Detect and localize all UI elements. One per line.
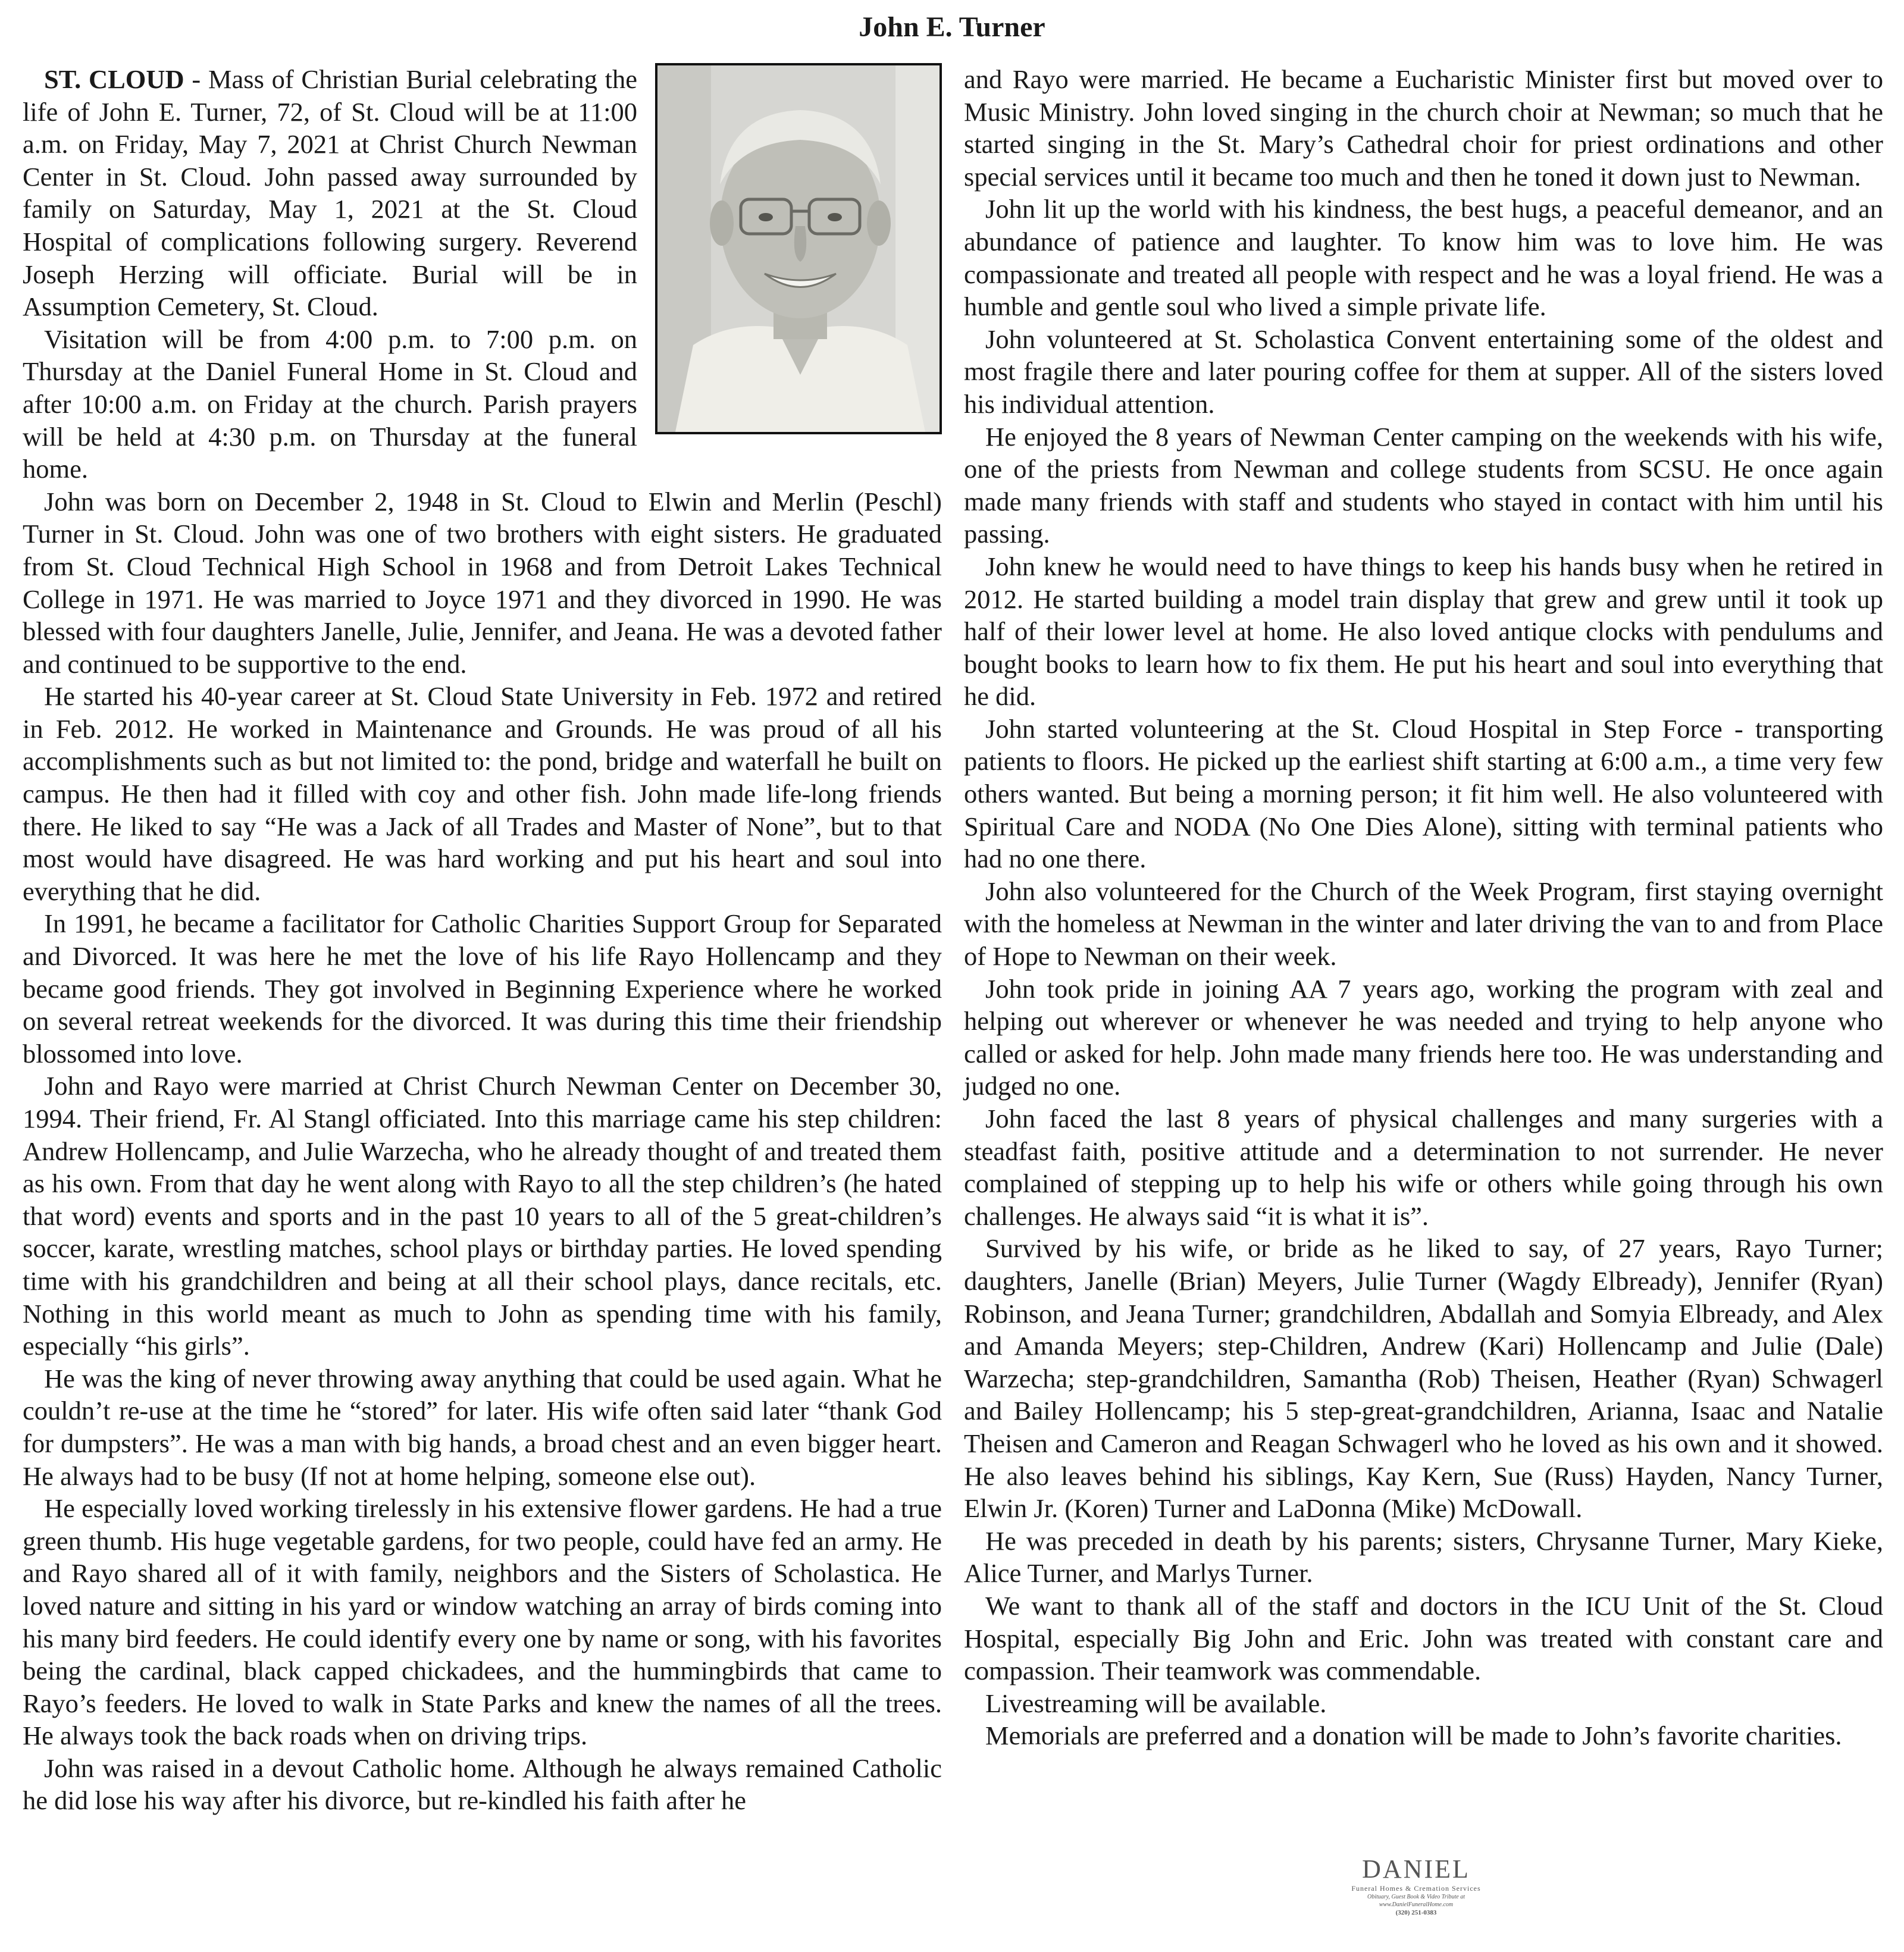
- dateline: ST. CLOUD: [44, 64, 184, 94]
- logo-name: DANIEL: [1362, 1854, 1470, 1884]
- logo-tagline: Obituary, Guest Book & Video Tribute at: [1367, 1894, 1465, 1900]
- paragraph: He especially loved working tirelessly in his extensive flower gardens. He had a true green thumb. His huge vegetable gardens, for two people, could have fed an army. He and Rayo shared all of it with family, neighbors and the Sisters of Scholastica. He loved nature and sitting in his yard or window watching an array of birds coming into his many bird feeders. He could identify every one by name or song, with his favorites being the cardinal, black capped chickadees, and the hummingbirds that came to Rayo’s feeders. He loved to walk in State Parks and knew the names of all the trees. He always took the back roads when on driving trips.: [23, 1493, 942, 1751]
- paragraph-text: - Mass of Christian Burial celebrating the life of John E. Turner, 72, of St. Cloud will be at 11:00 a.m. on Friday, May 7, 2021 at Christ Church Newman Center in St. Cloud. John passed away surrounded by family on Saturday, May 1, 2021 at the St. Cloud Hospital of complications following surgery. Reverend Joseph Herzing will officiate. Burial will be in Assumption Cemetery, St. Cloud.: [23, 64, 637, 322]
- paragraph: He started his 40-year career at St. Cloud State University in Feb. 1972 and retired in Feb. 2012. He worked in Maintenance and Grounds. He was proud of all his accomplishments such as but not limited to: the pond, bridge and waterfall he built on campus. He then had it filled with coy and other fish. John made life-long friends there. He liked to say “He was a Jack of all Trades and Master of None”, but to that most would have disagreed. He was hard working and put his heart and soul into everything that he did.: [23, 681, 942, 906]
- paragraph: Survived by his wife, or bride as he liked to say, of 27 years, Rayo Turner; daughters, Janelle (Brian) Meyers, Julie Turner (Wagdy Elbready), Jennifer (Ryan) Robinson, and Jeana Turner; grandchildren, Abdallah and Somyia Elbready, and Alex and Amanda Meyers; step-Children, Andrew (Kari) Hollencamp and Julie (Dale) Warzecha; step-grandchildren, Samantha (Rob) Theisen, Heather (Ryan) Schwagerl and Bailey Hollencamp; his 5 step-great-grandchildren, Arianna, Isaac and Natalie Theisen and Cameron and Reagan Schwagerl who he loved as his own and it showed. He also leaves behind his siblings, Kay Kern, Sue (Russ) Hayden, Nancy Turner, Elwin Jr. (Koren) Turner and LaDonna (Mike) McDowall.: [964, 1233, 1883, 1524]
- right-column: [964, 63, 1883, 1752]
- obituary-title: John E. Turner: [859, 11, 1045, 43]
- paragraph: John was born on December 2, 1948 in St. Cloud to Elwin and Merlin (Peschl) Turner in St. Cloud. John was one of two brothers with eight sisters. He graduated from St. Cloud Technical High School in 1968 and from Detroit Lakes Technical College in 1971. He was married to Joyce 1971 and they divorced in 1990. He was blessed with four daughters Janelle, Julie, Jennifer, and Jeana. He was a devoted father and continued to be supportive to the end.: [23, 486, 942, 679]
- paragraph: John also volunteered for the Church of the Week Program, first staying overnight with the homeless at Newman in the winter and later driving the van to and from Place of Hope to Newman on their week.: [964, 876, 1883, 972]
- logo-phone: (320) 251-0383: [1395, 1909, 1437, 1916]
- paragraph: Visitation will be from 4:00 p.m. to 7:00 p.m. on Thursday at the Daniel Funeral Home in St. Cloud and after 10:00 a.m. on Friday at the church. Parish prayers will be held at 4:30 p.m. on Thursday at the funeral home.: [23, 324, 637, 484]
- paragraph: John faced the last 8 years of physical challenges and many surgeries with a steadfast faith, positive attitude and a determination to not surrender. He never complained of stepping up to help his wife or others while going through his own challenges. He always said “it is what it is”.: [964, 1104, 1883, 1231]
- paragraph: John and Rayo were married at Christ Church Newman Center on December 30, 1994. Their friend, Fr. Al Stangl officiated. Into this marriage came his step children: Andrew Hollencamp, and Julie Warzecha, who he already thought of and treated them as his own. From that day he went along with Rayo to all the step children’s (he hated that word) events and sports and in the past 10 years to all of the 5 great-children’s soccer, karate, wrestling matches, school plays or birthday parties. He loved spending time with his grandchildren and being at all their school plays, dance recitals, etc. Nothing in this world meant as much to John as spending time with his family, especially “his girls”.: [23, 1071, 942, 1361]
- paragraph: John volunteered at St. Scholastica Convent entertaining some of the oldest and most fragile there and later pouring coffee for them at supper. All of the sisters loved his individual attention.: [964, 324, 1883, 419]
- paragraph: Livestreaming will be available.: [985, 1688, 1327, 1718]
- paragraph: and Rayo were married. He became a Eucharistic Minister first but moved over to Music Ministry. John loved singing in the church choir at Newman; so much that he started singing in the St. Mary’s Cathedral choir for priest ordinations and other special services until it became too much and then he toned it down just to Newman.: [964, 64, 1883, 192]
- paragraph: In 1991, he became a facilitator for Catholic Charities Support Group for Separated and Divorced. It was here he met the love of his life Rayo Hollencamp and they became good friends. They got involved in Beginning Experience where he worked on several retreat weekends for the divorced. It was during this time their friendship blossomed into love.: [23, 908, 942, 1069]
- paragraph: He was preceded in death by his parents; sisters, Chrysanne Turner, Mary Kieke, Alice Turner, and Marlys Turner.: [964, 1525, 1883, 1588]
- paragraph: John took pride in joining AA 7 years ago, working the program with zeal and helping out wherever or whenever he was needed and trying to help anyone who called or asked for help. John made many friends here too. He was understanding and judged no one.: [964, 973, 1883, 1101]
- paragraph: John started volunteering at the St. Cloud Hospital in Step Force - transporting patients to floors. He picked up the earliest shift starting at 6:00 a.m., a time very few others wanted. But being a morning person; it fit him well. He also volunteered with Spiritual Care and NODA (No One Dies Alone), sitting with terminal patients who had no one there.: [964, 713, 1883, 874]
- logo-website: www.DanielFuneralHome.com: [1379, 1901, 1454, 1908]
- paragraph: John knew he would need to have things to keep his hands busy when he retired in 2012. He started building a model train display that grew and grew until it took up half of their lower level at home. He also loved antique clocks with pendulums and bought books to learn how to fix them. He put his heart and soul into everything that he did.: [964, 551, 1883, 712]
- portrait-photo: [655, 63, 942, 434]
- logo-subtitle: Funeral Homes & Cremation Services: [1351, 1884, 1481, 1893]
- paragraph: We want to thank all of the staff and doctors in the ICU Unit of the St. Cloud Hospital, especially Big John and Eric. John was treated with constant care and compassion. Their teamwork was commendable.: [964, 1590, 1883, 1686]
- paragraph: John was raised in a devout Catholic home. Although he always remained Catholic he did lose his way after his divorce, but re-kindled his faith after he: [23, 1753, 942, 1816]
- left-column: [23, 63, 942, 1817]
- paragraph: He enjoyed the 8 years of Newman Center camping on the weekends with his wife, one of the priests from Newman and college students from SCSU. He once again made many friends with staff and students who stayed in contact with him until his passing.: [964, 421, 1883, 549]
- paragraph: He was the king of never throwing away anything that could be used again. What he couldn’t re-use at the time he “stored” for later. His wife often said later “thank God for dumpsters”. He was a man with big hands, a broad chest and an even bigger heart. He always had to be busy (If not at home helping, someone else out).: [23, 1363, 942, 1491]
- portrait-illustration: [657, 65, 940, 432]
- paragraph: Memorials are preferred and a donation will be made to John’s favorite charities.: [985, 1721, 1842, 1751]
- funeral-home-logo: [1327, 1855, 1505, 1917]
- paragraph: John lit up the world with his kindness, the best hugs, a peaceful demeanor, and an abundance of patience and laughter. To know him was to love him. He was compassionate and treated all people with respect and he was a loyal friend. He was a humble and gentle soul who lived a simple private life.: [964, 194, 1883, 322]
